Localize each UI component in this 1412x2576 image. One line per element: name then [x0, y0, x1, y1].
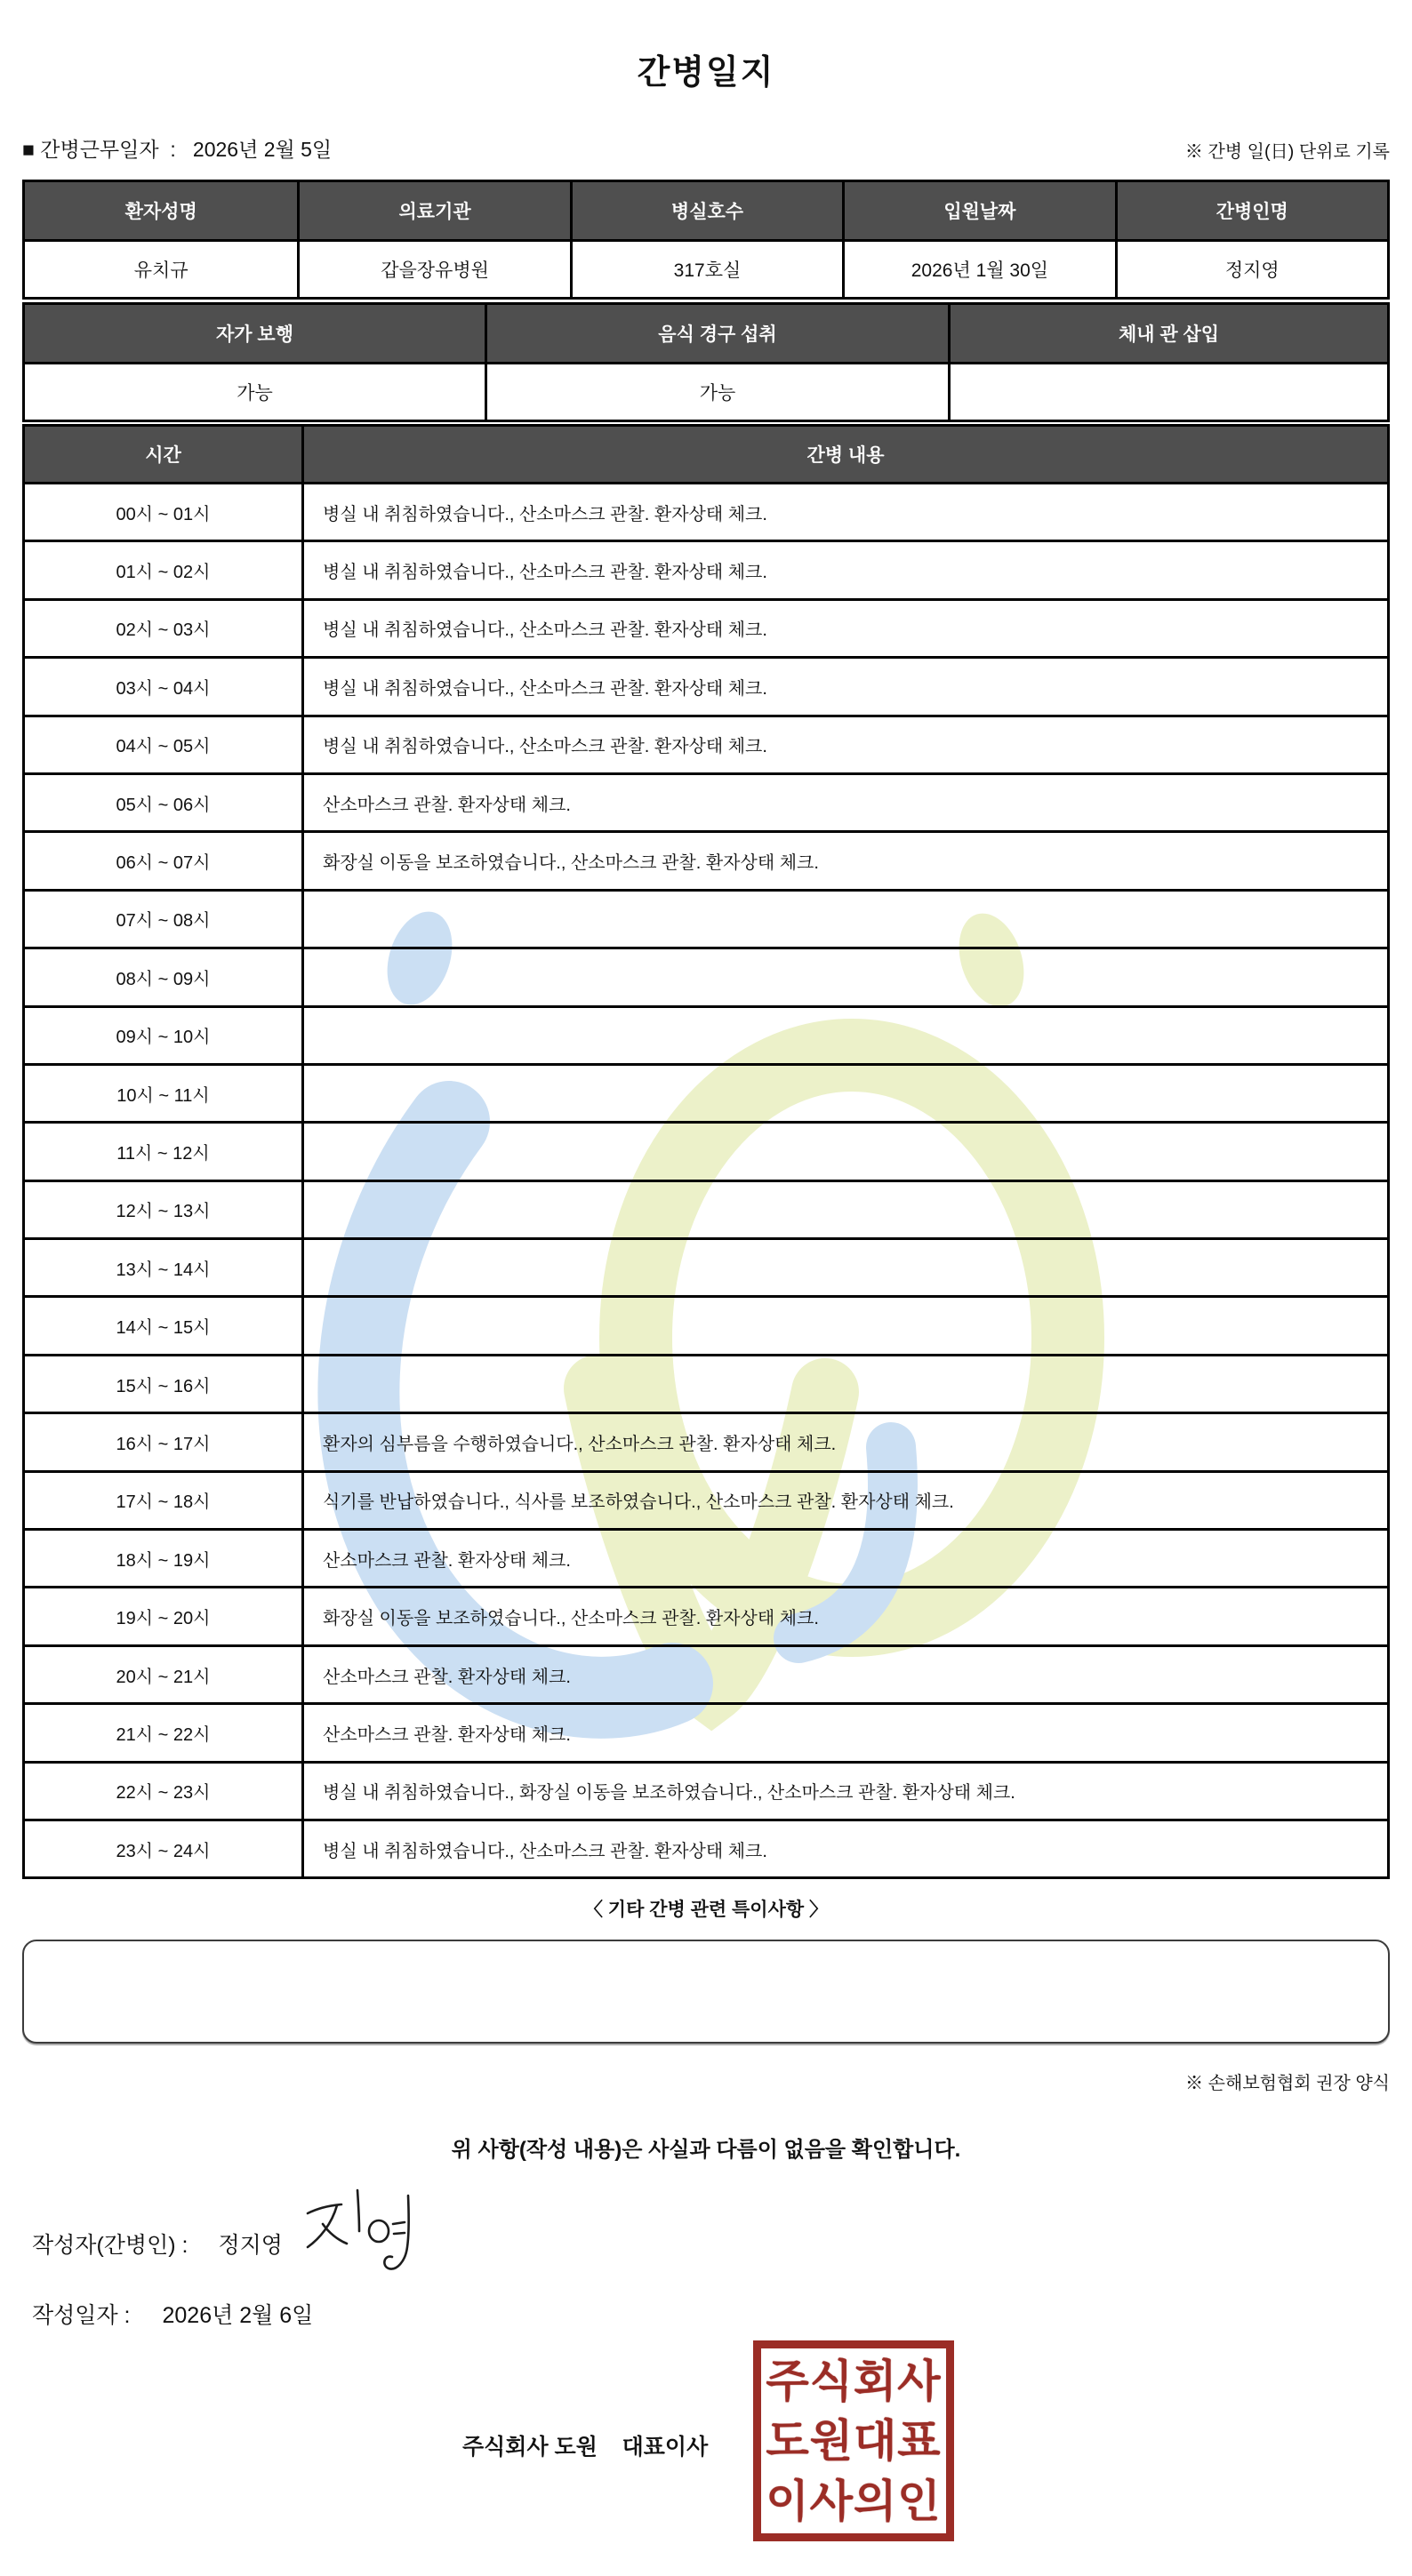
time-cell: 08시 ~ 09시 [25, 949, 304, 1004]
admission-date-value: 2026년 1월 30일 [842, 242, 1114, 297]
written-date-value: 2026년 2월 6일 [162, 2303, 314, 2328]
care-content-cell: 산소마스크 관찰. 환자상태 체크. [323, 795, 571, 815]
time-cell: 17시 ~ 18시 [25, 1473, 304, 1528]
corporate-seal-stamp [753, 2340, 954, 2541]
table-row [25, 1702, 1387, 1760]
time-cell: 19시 ~ 20시 [25, 1588, 304, 1644]
admission-date-header: 입원날짜 [842, 182, 1114, 239]
time-cell: 15시 ~ 16시 [25, 1356, 304, 1412]
table-row [25, 540, 1387, 597]
table-row [25, 830, 1387, 888]
internal-tube-value [948, 364, 1387, 420]
care-content-cell: 병실 내 취침하였습니다., 산소마스크 관찰. 환자상태 체크. [323, 620, 767, 641]
time-cell: 05시 ~ 06시 [25, 775, 304, 830]
company-ceo-line: 주식회사 도원 대표이사 [462, 2435, 709, 2460]
care-content-cell: 병실 내 취침하였습니다., 화장실 이동을 보조하였습니다., 산소마스크 관찰. 환자상태 체크. [323, 1783, 1015, 1804]
special-notes-box [22, 1940, 1390, 2044]
time-cell: 16시 ~ 17시 [25, 1414, 304, 1469]
time-cell: 03시 ~ 04시 [25, 659, 304, 714]
table-row [25, 1644, 1387, 1702]
care-content-cell: 병실 내 취침하였습니다., 산소마스크 관찰. 환자상태 체크. [323, 504, 767, 524]
table-row [25, 1586, 1387, 1644]
care-content-cell: 산소마스크 관찰. 환자상태 체크. [323, 1667, 571, 1687]
table-row [25, 1354, 1387, 1412]
care-content-cell: 화장실 이동을 보조하였습니다., 산소마스크 관찰. 환자상태 체크. [323, 1609, 819, 1629]
time-cell: 10시 ~ 11시 [25, 1066, 304, 1121]
table-row [25, 1528, 1387, 1586]
medical-institution-header: 의료기관 [297, 182, 569, 239]
table-row [25, 1005, 1387, 1063]
care-log-table [22, 424, 1390, 1879]
table-row [25, 482, 1387, 540]
table-row [25, 1063, 1387, 1121]
self-walking-header: 자가 보행 [25, 305, 485, 362]
care-content-cell [304, 1066, 1387, 1121]
log-rows [25, 482, 1387, 1876]
care-content-cell: 산소마스크 관찰. 환자상태 체크. [323, 1550, 571, 1571]
time-cell: 01시 ~ 02시 [25, 542, 304, 597]
time-cell: 11시 ~ 12시 [25, 1124, 304, 1179]
time-cell: 04시 ~ 05시 [25, 717, 304, 772]
care-content-header: 간병 내용 [304, 427, 1387, 482]
recommended-form-note: ※ 손해보험협회 권장 양식 [1185, 2074, 1390, 2093]
table-row [25, 772, 1387, 830]
time-cell: 21시 ~ 22시 [25, 1705, 304, 1760]
record-unit-note: ※ 간병 일(日) 단위로 기록 [1184, 142, 1390, 162]
care-content-cell: 병실 내 취침하였습니다., 산소마스크 관찰. 환자상태 체크. [323, 1841, 767, 1861]
table-row [25, 1412, 1387, 1469]
patient-info-table [22, 180, 1390, 300]
confirmation-statement: 위 사항(작성 내용)은 사실과 다름이 없음을 확인합니다. [451, 2138, 961, 2162]
table-row [25, 1237, 1387, 1295]
care-content-cell [304, 1008, 1387, 1063]
care-log-header-row [25, 427, 1387, 482]
patient-status-table [22, 302, 1390, 422]
care-content-cell [304, 1240, 1387, 1295]
table-row [25, 1180, 1387, 1237]
meta-row [22, 133, 1390, 163]
care-content-cell: 병실 내 취침하였습니다., 산소마스크 관찰. 환자상태 체크. [323, 678, 767, 699]
care-content-cell: 환자의 심부름을 수행하였습니다., 산소마스크 관찰. 환자상태 체크. [323, 1434, 837, 1454]
room-number-value: 317호실 [570, 242, 842, 297]
time-cell: 23시 ~ 24시 [25, 1821, 304, 1876]
table-row [25, 1295, 1387, 1353]
time-cell: 20시 ~ 21시 [25, 1647, 304, 1702]
time-cell: 22시 ~ 23시 [25, 1764, 304, 1819]
patient-name-header: 환자성명 [25, 182, 297, 239]
table-row [25, 1470, 1387, 1528]
time-cell: 09시 ~ 10시 [25, 1008, 304, 1063]
time-cell: 14시 ~ 15시 [25, 1298, 304, 1353]
written-date-line [32, 2298, 313, 2330]
table-row [25, 598, 1387, 656]
work-date-label: ■ 간병근무일자 : 2026년 2월 5일 [22, 138, 333, 161]
care-content-cell [304, 1356, 1387, 1412]
writer-label: 작성자(간병인) : [32, 2233, 189, 2258]
patient-name-value: 유치규 [133, 260, 189, 281]
self-walking-value: 가능 [237, 383, 273, 404]
internal-tube-header: 체내 관 삽입 [948, 305, 1387, 362]
time-cell: 00시 ~ 01시 [25, 484, 304, 540]
table-row [25, 947, 1387, 1004]
time-cell: 18시 ~ 19시 [25, 1531, 304, 1586]
room-number-header: 병실호수 [570, 182, 842, 239]
table-row [25, 1819, 1387, 1876]
writer-line [32, 2228, 283, 2260]
care-content-cell: 산소마스크 관찰. 환자상태 체크. [323, 1724, 571, 1745]
time-cell: 02시 ~ 03시 [25, 601, 304, 656]
written-date-label: 작성일자 : [32, 2303, 131, 2328]
time-header: 시간 [25, 427, 304, 482]
oral-intake-value: 가능 [485, 364, 948, 420]
page-title: 간병일지 [637, 54, 775, 92]
care-content-cell: 병실 내 취침하였습니다., 산소마스크 관찰. 환자상태 체크. [323, 737, 767, 757]
writer-name: 정지영 [218, 2233, 283, 2258]
time-cell: 07시 ~ 08시 [25, 892, 304, 947]
special-notes-heading: 〈 기타 간병 관련 특이사항 〉 [583, 1900, 829, 1920]
care-content-cell: 식기를 반납하였습니다., 식사를 보조하였습니다., 산소마스크 관찰. 환자상태 체크. [323, 1492, 954, 1513]
oral-intake-header: 음식 경구 섭취 [485, 305, 948, 362]
stamp-line-1: 주식회사 [766, 2356, 942, 2406]
care-content-cell: 화장실 이동을 보조하였습니다., 산소마스크 관찰. 환자상태 체크. [323, 853, 819, 874]
care-content-cell [304, 1124, 1387, 1179]
medical-institution-value: 갑을장유병원 [297, 242, 569, 297]
table-row [25, 656, 1387, 714]
care-content-cell [304, 892, 1387, 947]
care-content-cell [304, 1182, 1387, 1237]
table-row [25, 1761, 1387, 1819]
care-content-cell: 병실 내 취침하였습니다., 산소마스크 관찰. 환자상태 체크. [323, 563, 767, 583]
caregiver-name-header: 간병인명 [1115, 182, 1387, 239]
stamp-line-2: 도원대표 [766, 2416, 942, 2466]
care-content-cell [304, 949, 1387, 1004]
handwritten-signature [299, 2180, 441, 2282]
table-row [25, 889, 1387, 947]
table-row [25, 715, 1387, 772]
care-content-cell [304, 1298, 1387, 1353]
table-row [25, 1121, 1387, 1179]
time-cell: 13시 ~ 14시 [25, 1240, 304, 1295]
time-cell: 12시 ~ 13시 [25, 1182, 304, 1237]
caregiver-name-value: 정지영 [1115, 242, 1387, 297]
stamp-line-3: 이사의인 [766, 2476, 942, 2526]
time-cell: 06시 ~ 07시 [25, 833, 304, 888]
